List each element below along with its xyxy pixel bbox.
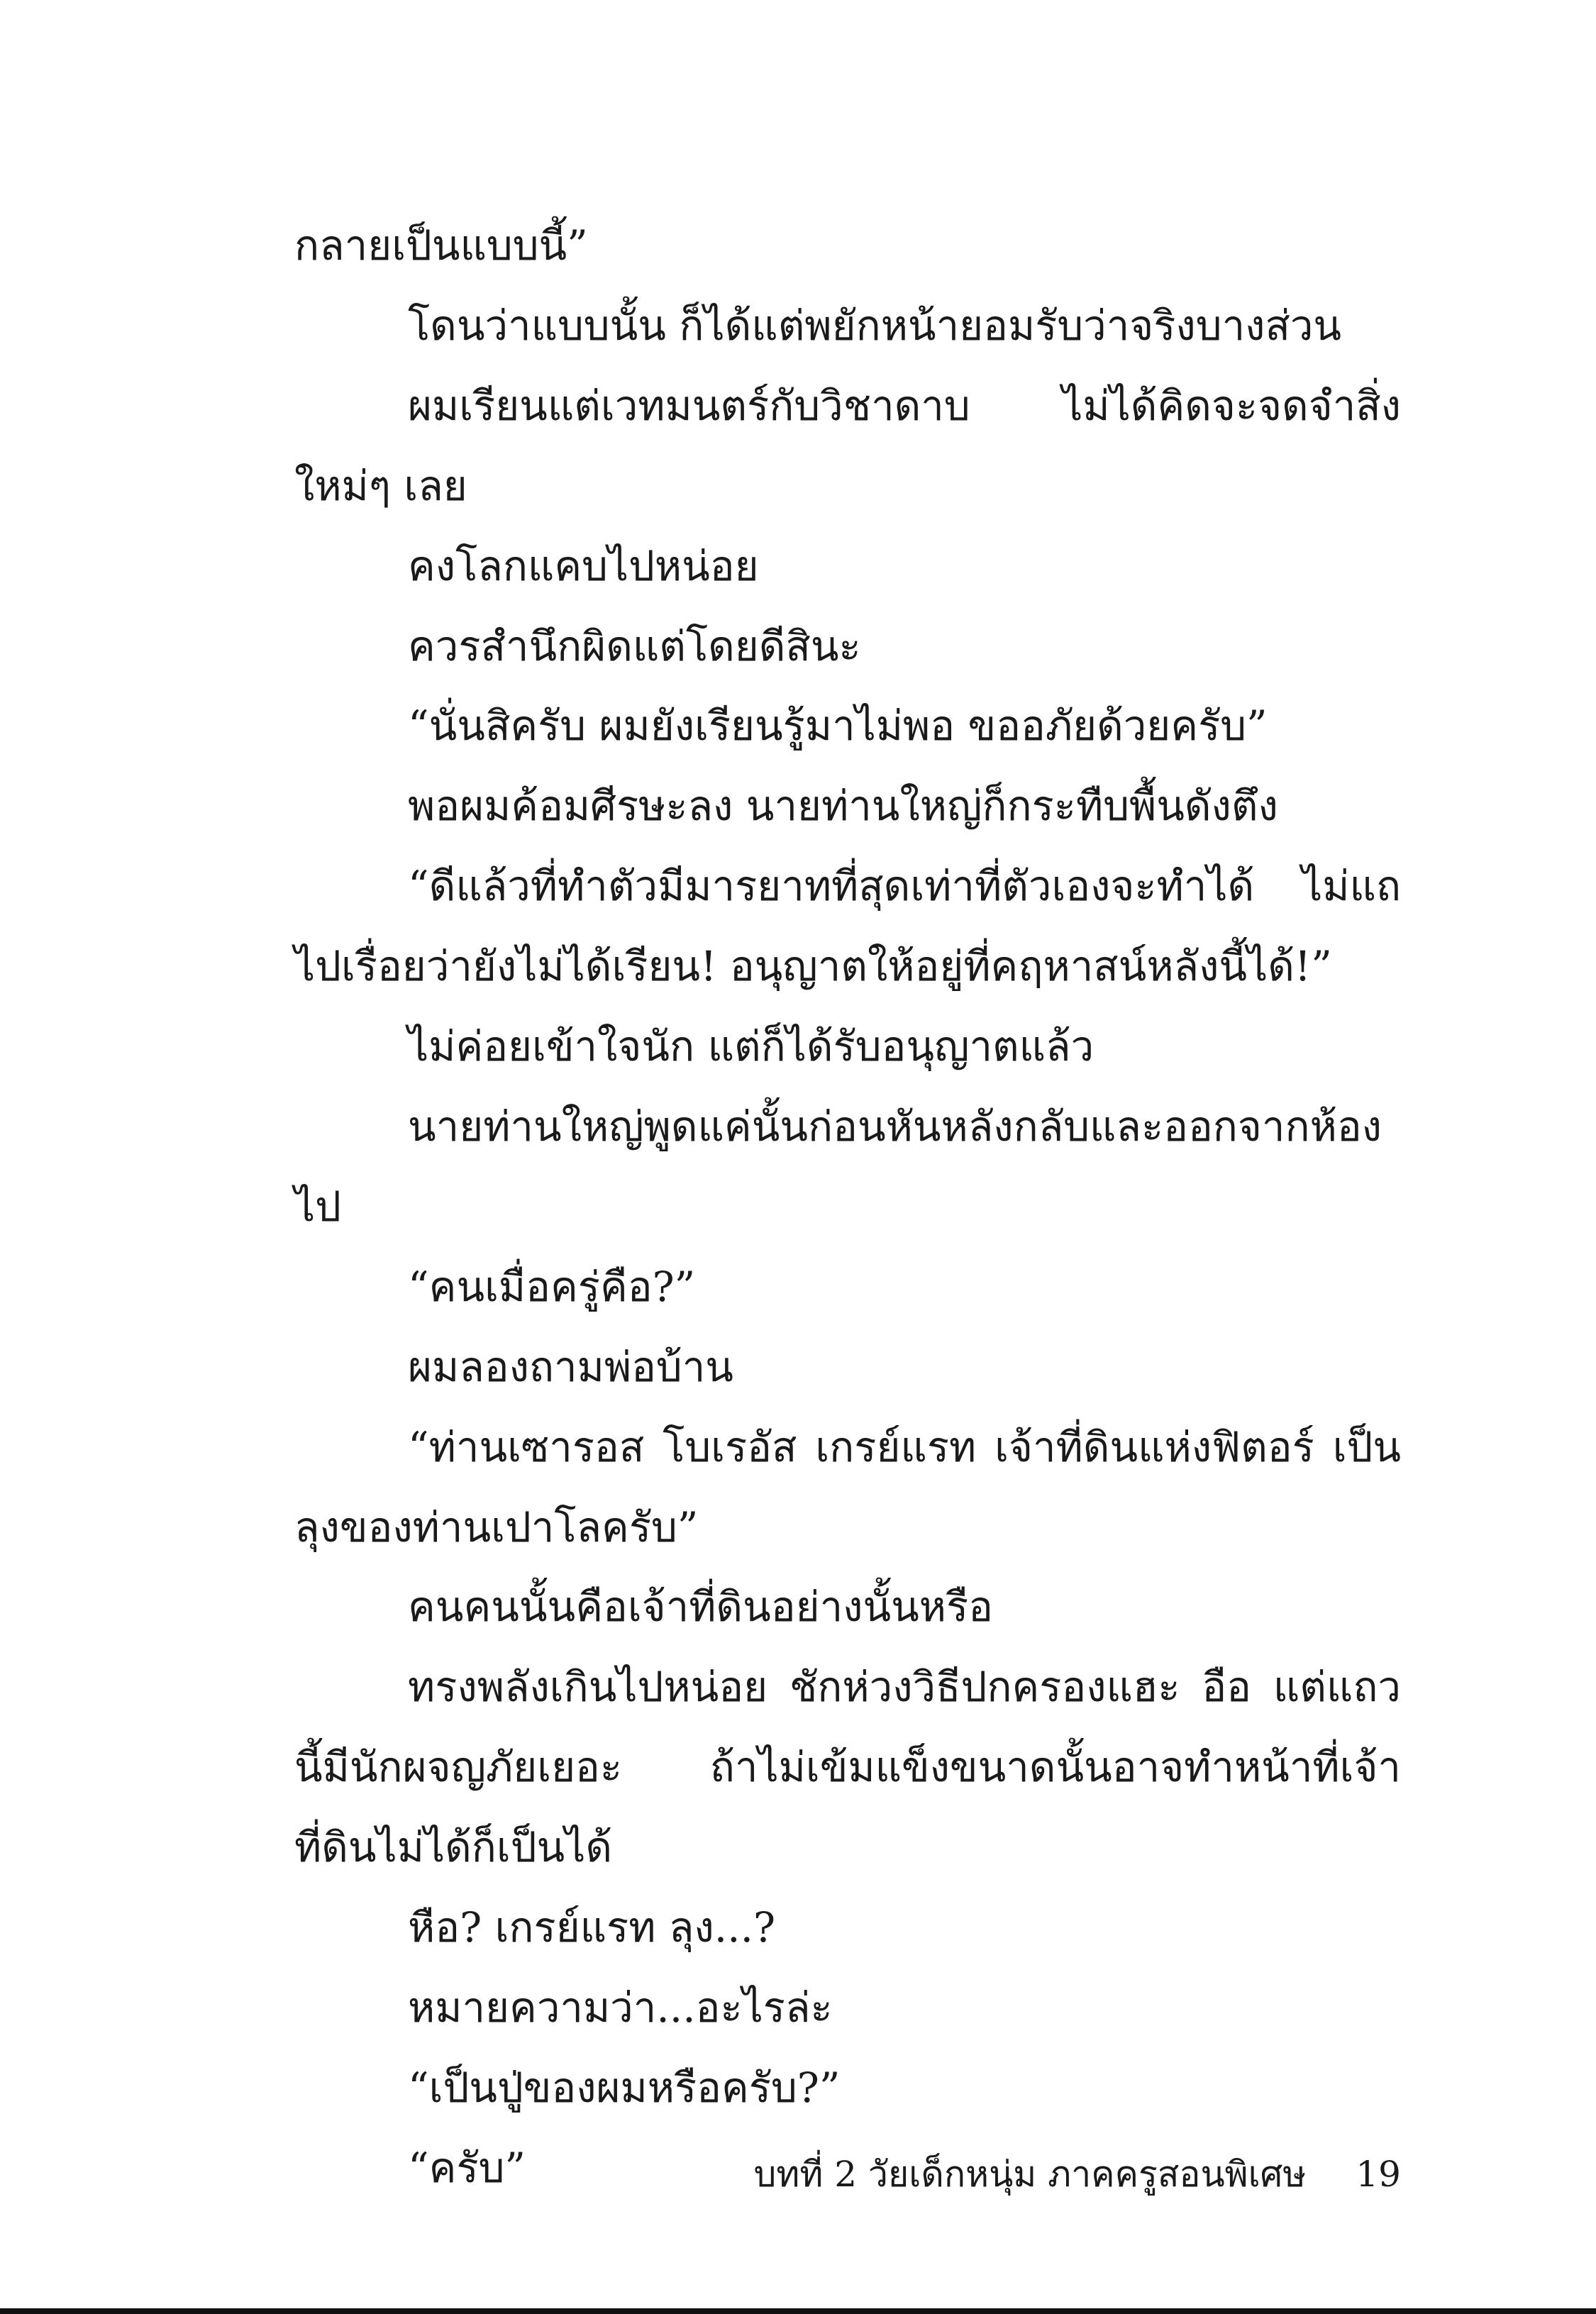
paragraph: “ท่านเซารอส โบเรอัส เกรย์แรท เจ้าที่ดินแห่งฟิตอร์ เป็นลุงของท่านเปาโลครับ” [294, 1422, 1401, 1551]
paragraph: “คนเมื่อครู่คือ?” [408, 1262, 696, 1311]
paragraph: นายท่านใหญ่พูดแค่นั้นก่อนหันหลังกลับและออกจากห้องไป [294, 1102, 1382, 1231]
paragraph: คงโลกแคบไปหน่อย [408, 541, 759, 590]
paragraph: “นั่นสิครับ ผมยังเรียนรู้มาไม่พอ ขออภัยด้วยครับ” [408, 702, 1268, 751]
paragraph: ทรงพลังเกินไปหน่อย ชักห่วงวิธีปกครองแฮะ อือ แต่แถวนี้มีนักผจญภัยเยอะ ถ้าไม่เข้มแข็งขนาดนั้นอาจทำหน้าที่เจ้าที่ดินไม่ได้ก็เป็นได้ [294, 1663, 1401, 1872]
paragraph: “ดีแล้วที่ทำตัวมีมารยาทที่สุดเท่าที่ตัวเองจะทำได้ ไม่แถไปเรื่อยว่ายังไม่ได้เรียน! อนุญาตให้อยู่ที่คฤหาสน์หลังนี้ได้!” [294, 862, 1401, 991]
bottom-rule [0, 2308, 1596, 2314]
paragraph: โดนว่าแบบนั้น ก็ได้แต่พยักหน้ายอมรับว่าจริงบางส่วน [408, 301, 1342, 350]
body-text [294, 206, 1401, 2208]
paragraph: ไม่ค่อยเข้าใจนัก แต่ก็ได้รับอนุญาตแล้ว [408, 1022, 1095, 1071]
page-number: 19 [1356, 2154, 1401, 2195]
paragraph: หือ? เกรย์แรท ลุง...? [408, 1903, 776, 1952]
paragraph: ควรสำนึกผิดแต่โดยดีสินะ [408, 621, 861, 670]
paragraph: กลายเป็นแบบนี้” [294, 221, 588, 270]
running-footer [294, 2142, 1401, 2206]
paragraph: คนคนนั้นคือเจ้าที่ดินอย่างนั้นหรือ [408, 1583, 993, 1632]
paragraph: “เป็นปู่ของผมหรือครับ?” [408, 2063, 841, 2112]
chapter-title: บทที่ 2 วัยเด็กหนุ่ม ภาคครูสอนพิเศษ [753, 2153, 1307, 2195]
paragraph: หมายความว่า...อะไรล่ะ [408, 1983, 833, 2032]
paragraph: “ครับ” [408, 2143, 526, 2192]
paragraph: ผมเรียนแต่เวทมนตร์กับวิชาดาบ ไม่ได้คิดจะจดจำสิ่งใหม่ๆ เลย [294, 381, 1401, 510]
paragraph: พอผมค้อมศีรษะลง นายท่านใหญ่ก็กระทืบพื้นดังตึง [408, 782, 1278, 831]
paragraph: ผมลองถามพ่อบ้าน [408, 1342, 733, 1391]
